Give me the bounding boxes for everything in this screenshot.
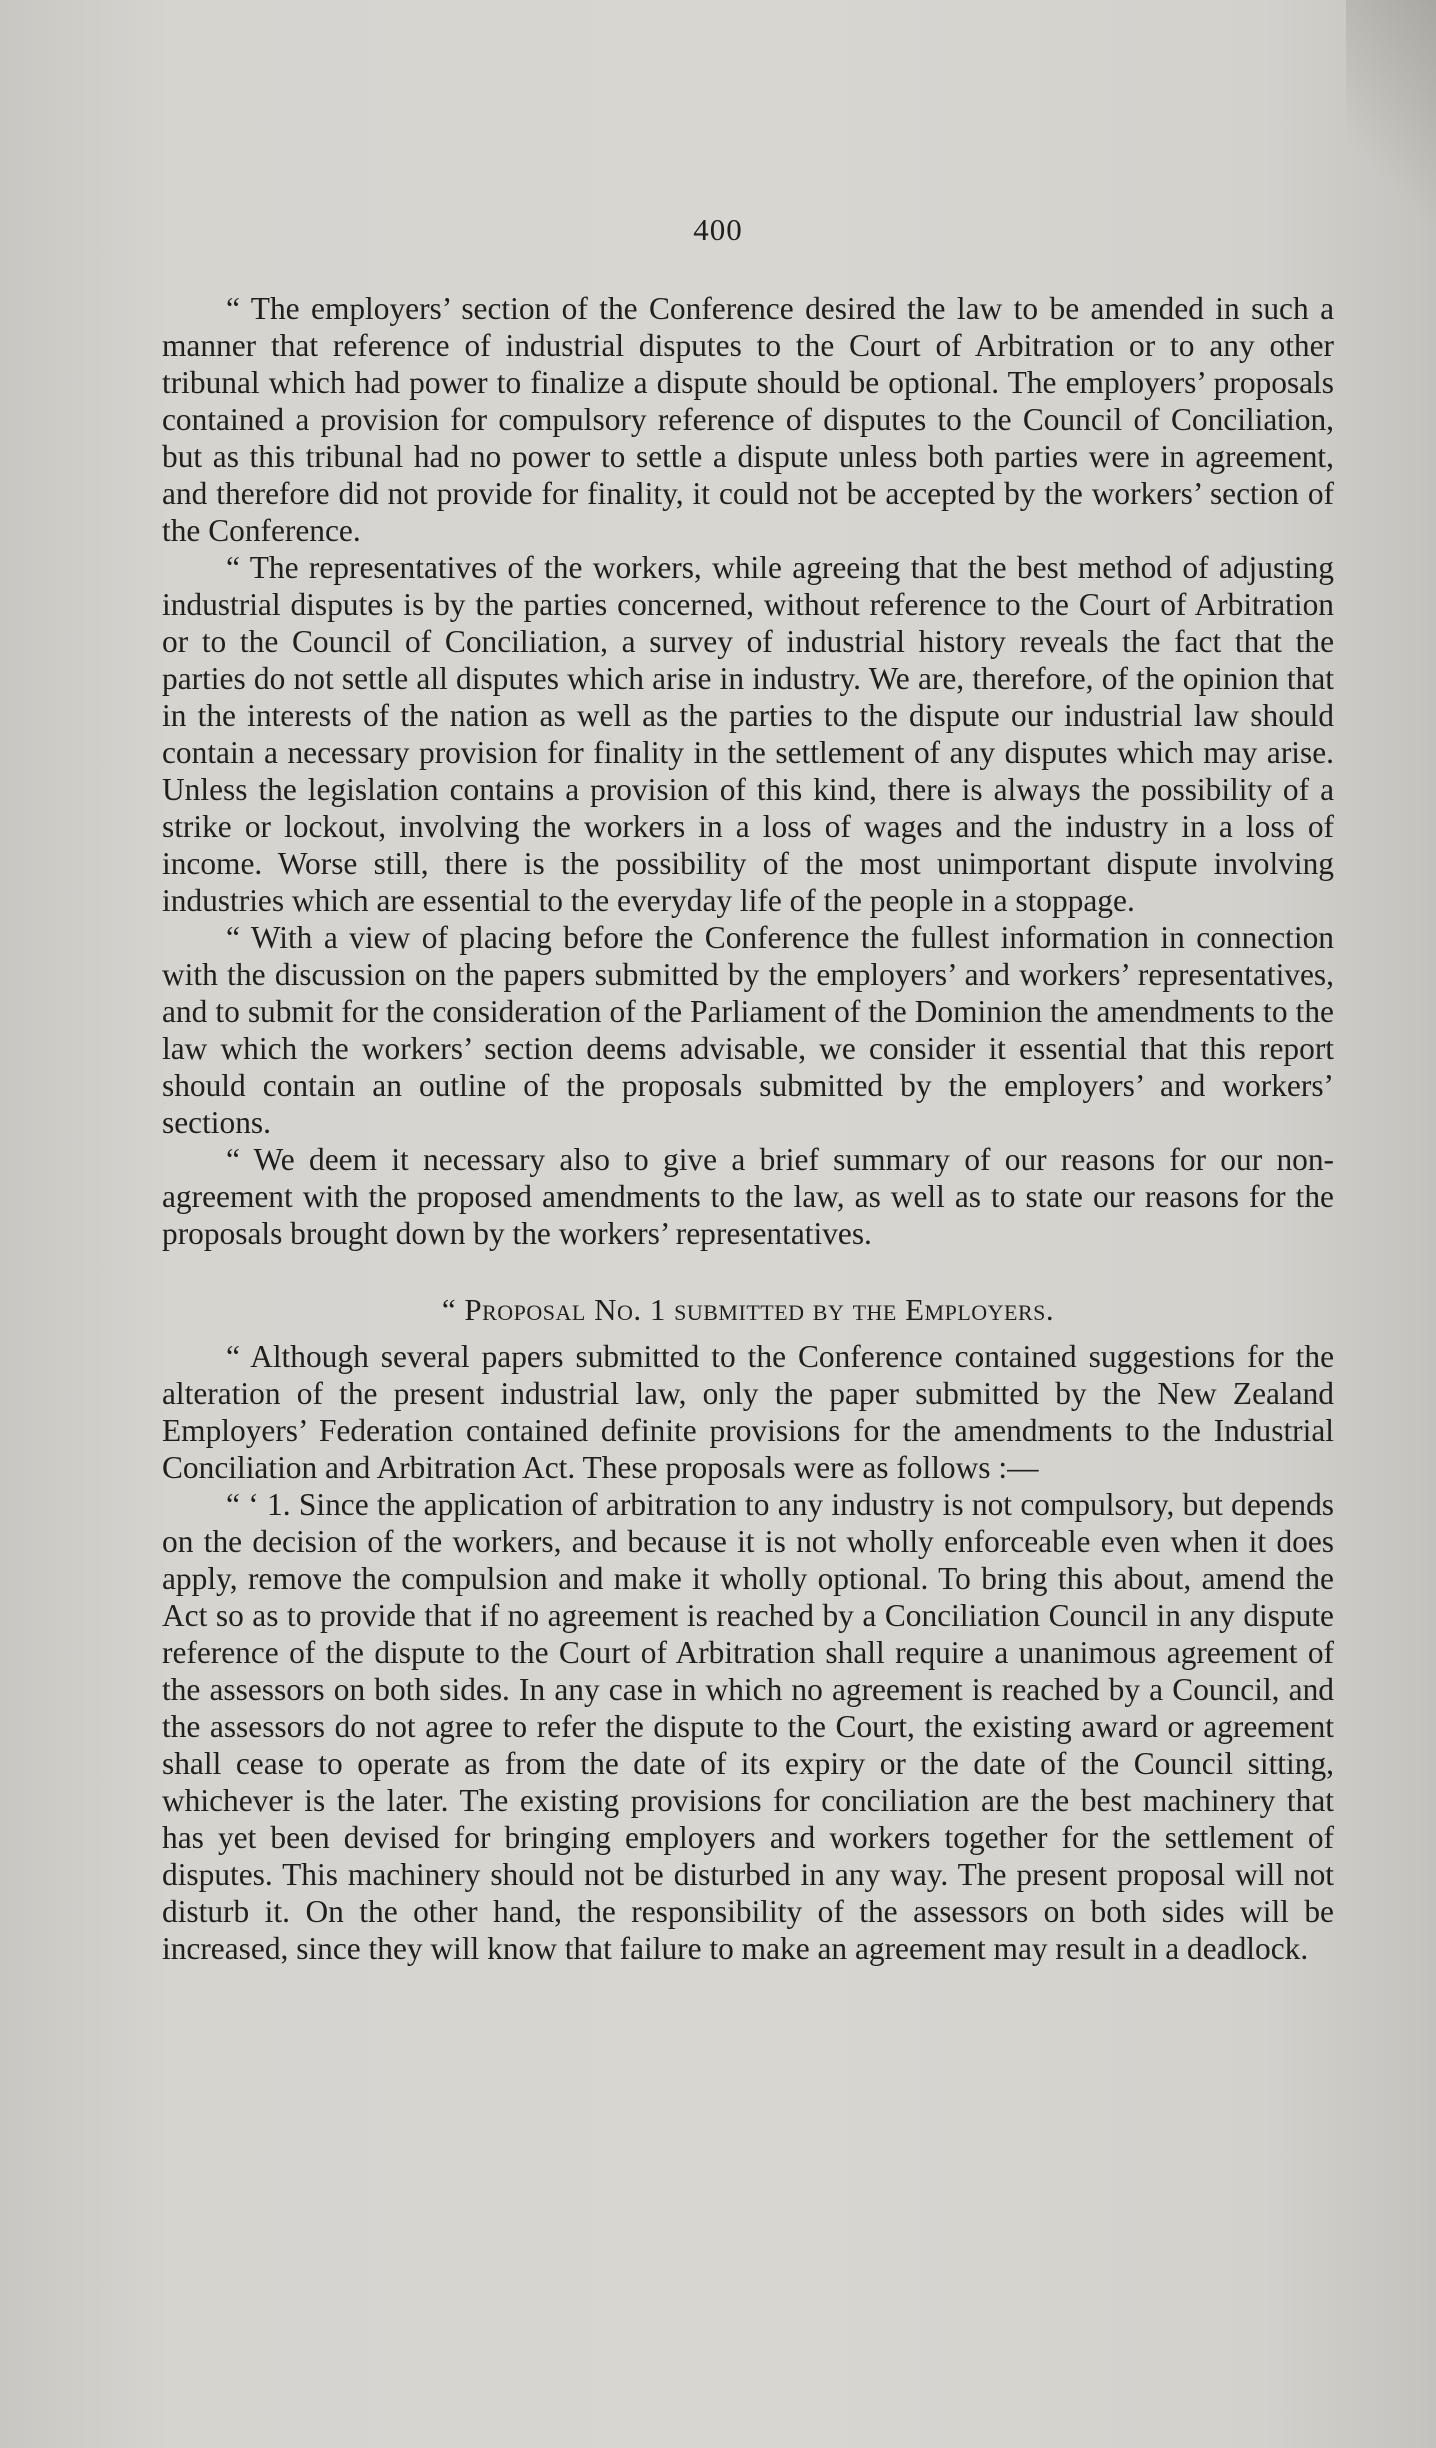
- paragraph-proposal-item-1: “ ‘ 1. Since the application of arbitration to any industry is not compulsory, but depends on the decision of the workers, and because it is not wholly enforceable even when it does apply, remove the compulsion and make it wholly optional. To bring this about, amend the Act so as to provide that if no agreement is reached by a Conciliation Council in any dispute reference of the dispute to the Court of Arbitration shall require a unanimous agreement of the assessors on both sides. In any case in which no agreement is reached by a Council, and the assessors do not agree to refer the dispute to the Court, the existing award or agreement shall cease to operate as from the date of its expiry or the date of the Council sitting, whichever is the later. The existing provisions for conciliation are the best machinery that has yet been devised for bringing employers and workers together for the settlement of disputes. This machinery should not be disturbed in any way. The present proposal will not disturb it. On the other hand, the responsibility of the assessors on both sides will be increased, since they will know that failure to make an agreement may result in a deadlock.: [162, 1487, 1334, 1966]
- section-heading: [162, 1291, 1334, 1328]
- paragraph-brief-summary: “ We deem it necessary also to give a brief summary of our reasons for our non-agreement with the proposed amendments to the law, as well as to state our reasons for the proposals brought down by the workers’ representatives.: [162, 1142, 1334, 1251]
- paragraph-employers-section: “ The employers’ section of the Conference desired the law to be amended in such a manner that reference of industrial disputes to the Court of Arbitration or to any other tribunal which had power to finalize a dispute should be optional. The employers’ proposals contained a provision for compulsory reference of disputes to the Council of Conciliation, but as this tribunal had no power to settle a dispute unless both parties were in agreement, and therefore did not provide for finality, it could not be accepted by the workers’ section of the Conference.: [162, 291, 1334, 548]
- paragraph-workers-representatives: “ The representatives of the workers, while agreeing that the best method of adjusting industrial disputes is by the parties concerned, without reference to the Court of Arbitration or to the Council of Conciliation, a survey of industrial history reveals the fact that the parties do not settle all disputes which arise in industry. We are, therefore, of the opinion that in the interests of the nation as well as the parties to the dispute our industrial law should contain a necessary provision for finality in the settlement of any disputes which may arise. Unless the legislation contains a provision of this kind, there is always the possibility of a strike or lockout, involving the workers in a loss of wages and the industry in a loss of income. Worse still, there is the possibility of the most unimportant dispute involving industries which are essential to the everyday life of the people in a stoppage.: [162, 550, 1334, 918]
- paragraph-although-several-papers: “ Although several papers submitted to the Conference contained suggestions for the alteration of the present industrial law, only the paper submitted by the New Zealand Employers’ Federation contained definite provisions for the amendments to the Industrial Conciliation and Arbitration Act. These proposals were as follows :—: [162, 1339, 1334, 1485]
- page-number: 400: [693, 212, 743, 247]
- section-heading-text: “ Proposal No. 1 submitted by the Employers.: [441, 1292, 1055, 1327]
- page-edge-shadow: [1346, 0, 1436, 240]
- body-text: [162, 290, 1334, 1967]
- paragraph-view-of-placing: “ With a view of placing before the Conference the fullest information in connection with the discussion on the papers submitted by the employers’ and workers’ representatives, and to submit for the consideration of the Parliament of the Dominion the amendments to the law which the workers’ section deems advisable, we consider it essential that this report should contain an outline of the proposals submitted by the employers’ and workers’ sections.: [162, 920, 1334, 1140]
